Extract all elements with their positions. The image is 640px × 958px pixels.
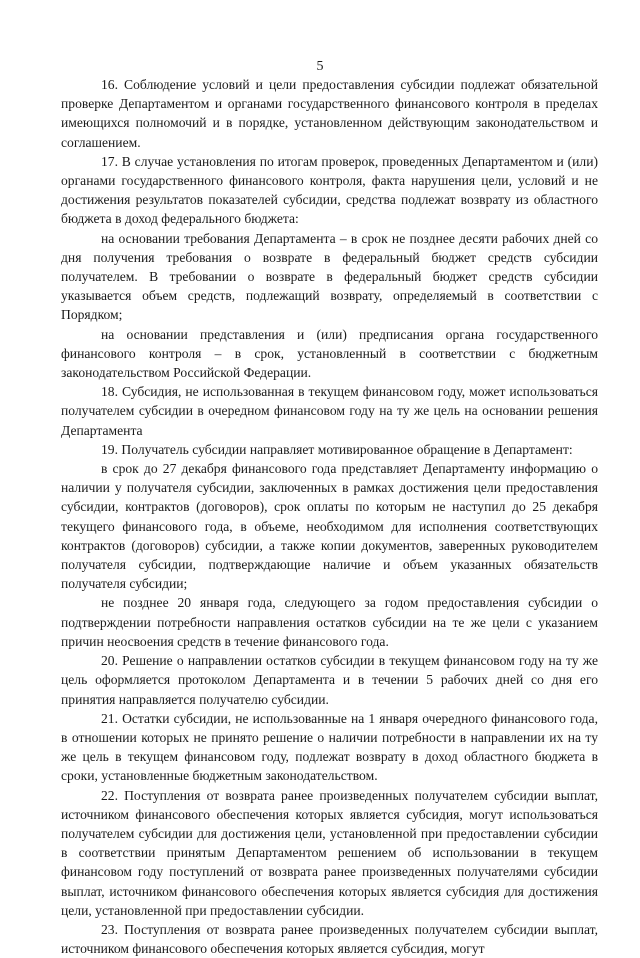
paragraph-22: 22. Поступления от возврата ранее произведенных получателем субсидии выплат, источником финансового обеспечения которых является субсидия, могут использоваться получателем субсидии для достижения цели, установленной при предоставлении субсидии в соответствии принятым Департаментом решением об использовании в текущем финансовом году поступлений от возврата ранее произведенных получателями субсидии выплат, источником финансового обеспечения которых является субсидия для достижения цели, установленной при предоставлении субсидии. <box>61 787 598 918</box>
paragraph-17: 17. В случае установления по итогам проверок, проведенных Департаментом и (или) органами государственного финансового контроля, факта нарушения цели, условий и не достижения результатов показателей субсидии, средства подлежат возврату из областного бюджета в доход федерального бюджета: <box>61 153 598 227</box>
paragraph-17-control-body: на основании представления и (или) предписания органа государственного финансового контроля – в срок, установленный в соответствии с бюджетным законодательством Российской Федерации. <box>61 326 598 381</box>
paragraph-18: 18. Субсидия, не использованная в текущем финансовом году, может использоваться получателем субсидии в очередном финансовом году на ту же цель на основании решения Департамента <box>61 384 598 438</box>
paragraph-23: 23. Поступления от возврата ранее произведенных получателем субсидии выплат, источником финансового обеспечения которых является субсидия, могут <box>61 921 598 957</box>
paragraph-19-january-deadline: не позднее 20 января года, следующего за годом предоставления субсидии о подтверждении потребности направления остатков субсидии на те же цели с указанием причин неосвоения средств в течение финансового года. <box>61 595 598 649</box>
paragraph-17-department-requirement: на основании требования Департамента – в срок не позднее десяти рабочих дней со дня получения требования о возврате в федеральный бюджет средств субсидии получателем. В требовании о возврате в федеральный бюджет средств субсидии указывается объем средств, подлежащий возврату, определяемый в соответствии с Порядком; <box>61 230 598 323</box>
page-number: 5 <box>316 59 324 74</box>
paragraph-21: 21. Остатки субсидии, не использованные на 1 января очередного финансового года, в отношении которых не принято решение о наличии потребности в направлении их на ту же цель в текущем финансовом году, подлежат возврату в доход областного бюджета в сроки, установленные бюджетным законодательством. <box>61 710 598 784</box>
paragraph-19-december-deadline: в срок до 27 декабря финансового года представляет Департаменту информацию о наличии у получателя субсидии, заключенных в рамках достижения цели предоставления субсидии, контрактов (договоров), срок оплаты по которым не наступил до 25 декабря текущего финансового года, в объеме, необходимом для исполнения соответствующих контрактов (договоров) субсидии, а также копии документов, заверенных руководителем получателя субсидии, подтверждающие наличие и объем указанных обязательств получателя субсидии; <box>61 461 598 592</box>
paragraph-19: 19. Получатель субсидии направляет мотивированное обращение в Департамент: <box>101 441 573 457</box>
paragraph-16: 16. Соблюдение условий и цели предоставления субсидии подлежат обязательной проверке Департаментом и органами государственного финансового контроля в пределах имеющихся полномочий и в порядке, установленном действующим законодательством и соглашением. <box>61 77 598 150</box>
document-body <box>61 75 598 958</box>
paragraph-20: 20. Решение о направлении остатков субсидии в текущем финансовом году на ту же цель оформляется протоколом Департамента и в течении 5 рабочих дней со дня его принятия направляется получателю субсидии. <box>61 653 598 707</box>
